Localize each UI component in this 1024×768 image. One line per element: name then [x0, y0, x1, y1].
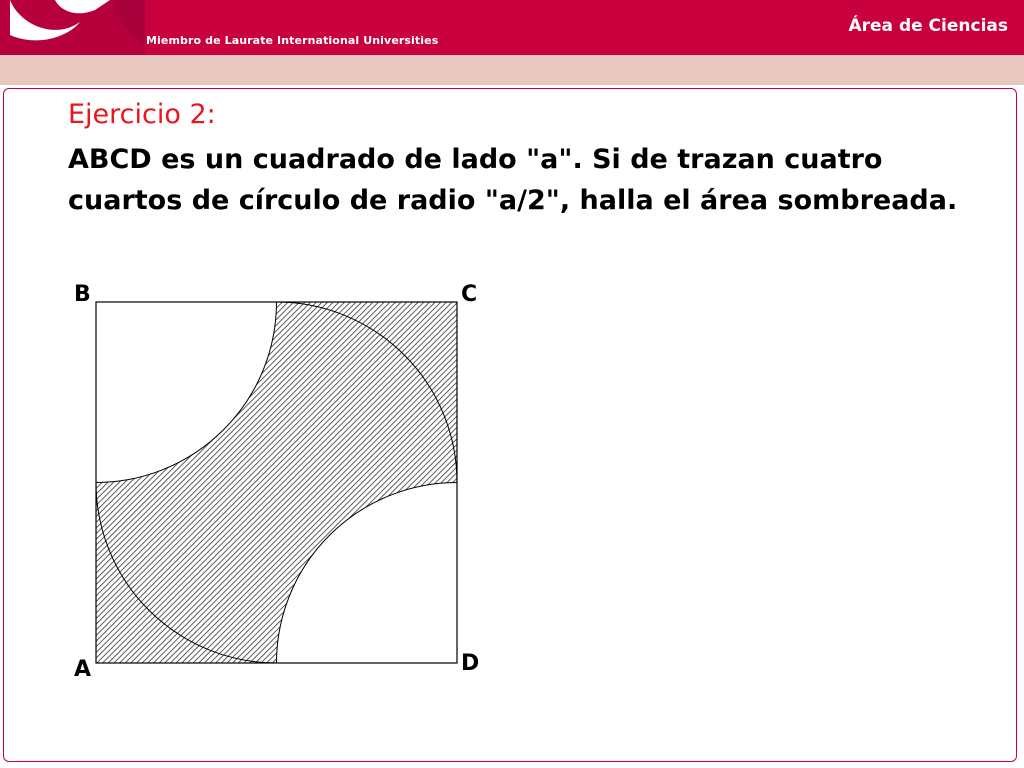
vertex-label-c: C	[461, 282, 478, 307]
exercise-title: Ejercicio 2:	[68, 99, 216, 130]
university-logo	[0, 0, 145, 55]
shaded-region	[96, 302, 457, 663]
geometry-figure	[60, 275, 480, 699]
vertex-label-b: B	[74, 282, 91, 307]
logo-swoosh-icon	[0, 0, 145, 55]
area-title: Área de Ciencias	[848, 16, 1008, 36]
vertex-label-a: A	[74, 657, 92, 682]
square-diagram	[60, 275, 480, 695]
exercise-statement: ABCD es un cuadrado de lado "a". Si de trazan cuatro cuartos de círculo de radio "a/2", halla el área sombreada.	[68, 144, 958, 216]
header-bar	[0, 0, 1024, 55]
header-band	[0, 55, 1024, 85]
member-subtitle: Miembro de Laurate International Universities	[146, 34, 439, 47]
vertex-label-d: D	[461, 651, 480, 676]
